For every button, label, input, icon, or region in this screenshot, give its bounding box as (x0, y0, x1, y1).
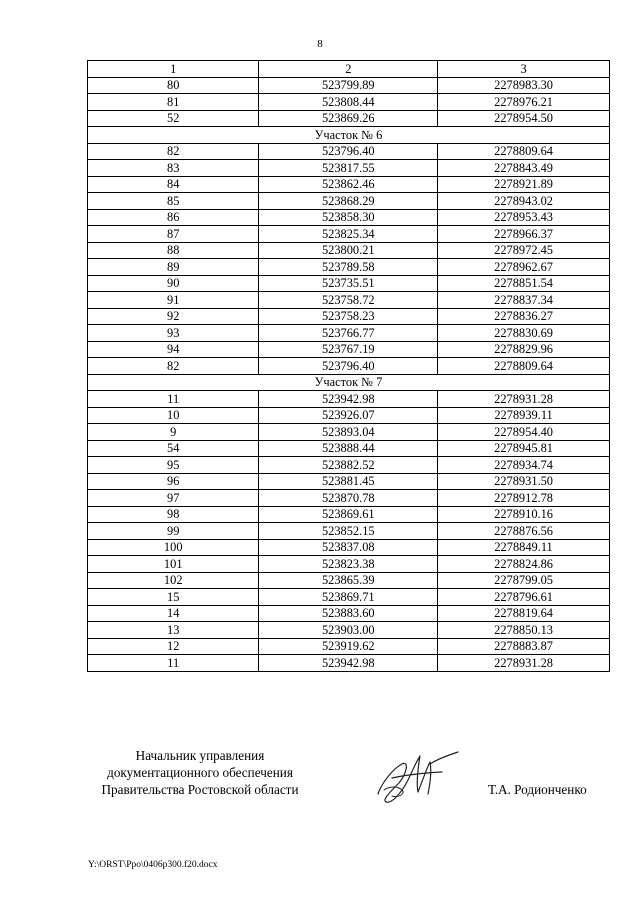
x-coordinate-cell: 523883.60 (259, 605, 438, 622)
page-number: 8 (317, 38, 323, 50)
x-coordinate-cell: 523808.44 (259, 94, 438, 111)
x-coordinate-cell: 523893.04 (259, 424, 438, 441)
point-number-cell: 81 (88, 94, 259, 111)
x-coordinate-cell: 523735.51 (259, 275, 438, 292)
section-title: Участок № 6 (88, 127, 610, 144)
y-coordinate-cell: 2278836.27 (438, 308, 610, 325)
y-coordinate-cell: 2278799.05 (438, 572, 610, 589)
table-row (88, 275, 610, 292)
table-row (88, 605, 610, 622)
y-coordinate-cell: 2278843.49 (438, 160, 610, 177)
point-number-cell: 89 (88, 259, 259, 276)
point-number-cell: 96 (88, 473, 259, 490)
coordinates-table-body (88, 61, 610, 672)
table-row (88, 193, 610, 210)
point-number-cell: 13 (88, 622, 259, 639)
y-coordinate-cell: 2278972.45 (438, 242, 610, 259)
table-header-row (88, 61, 610, 78)
x-coordinate-cell: 523837.08 (259, 539, 438, 556)
table-row (88, 440, 610, 457)
y-coordinate-cell: 2278931.50 (438, 473, 610, 490)
table-row (88, 490, 610, 507)
y-coordinate-cell: 2278966.37 (438, 226, 610, 243)
x-coordinate-cell: 523869.26 (259, 110, 438, 127)
point-number-cell: 84 (88, 176, 259, 193)
table-row (88, 77, 610, 94)
table-row (88, 143, 610, 160)
x-coordinate-cell: 523888.44 (259, 440, 438, 457)
x-coordinate-cell: 523800.21 (259, 242, 438, 259)
y-coordinate-cell: 2278983.30 (438, 77, 610, 94)
x-coordinate-cell: 523796.40 (259, 143, 438, 160)
y-coordinate-cell: 2278883.87 (438, 638, 610, 655)
table-row (88, 160, 610, 177)
y-coordinate-cell: 2278849.11 (438, 539, 610, 556)
x-coordinate-cell: 523865.39 (259, 572, 438, 589)
x-coordinate-cell: 523868.29 (259, 193, 438, 210)
table-row (88, 259, 610, 276)
y-coordinate-cell: 2278976.21 (438, 94, 610, 111)
table-row (88, 655, 610, 672)
signatory-name: Т.А. Родионченко (488, 782, 587, 797)
table-row (88, 226, 610, 243)
position-line: Правительства Ростовской области (101, 782, 299, 797)
point-number-cell: 9 (88, 424, 259, 441)
point-number-cell: 101 (88, 556, 259, 573)
y-coordinate-cell: 2278829.96 (438, 341, 610, 358)
point-number-cell: 82 (88, 358, 259, 375)
table-row (88, 358, 610, 375)
x-coordinate-cell: 523767.19 (259, 341, 438, 358)
x-coordinate-cell: 523858.30 (259, 209, 438, 226)
position-line: документационного обеспечения (107, 765, 293, 780)
table-row (88, 539, 610, 556)
table-row (88, 341, 610, 358)
y-coordinate-cell: 2278931.28 (438, 391, 610, 408)
x-coordinate-cell: 523817.55 (259, 160, 438, 177)
point-number-cell: 88 (88, 242, 259, 259)
point-number-cell: 15 (88, 589, 259, 606)
y-coordinate-cell: 2278912.78 (438, 490, 610, 507)
x-coordinate-cell: 523869.71 (259, 589, 438, 606)
point-number-cell: 80 (88, 77, 259, 94)
x-coordinate-cell: 523942.98 (259, 391, 438, 408)
point-number-cell: 102 (88, 572, 259, 589)
table-row (88, 556, 610, 573)
table-row (88, 506, 610, 523)
table-row (88, 638, 610, 655)
table-row (88, 391, 610, 408)
handwritten-signature (372, 742, 464, 808)
table-row (88, 110, 610, 127)
file-path: Y:\ORST\Ppo\0406p300.f20.docx (88, 860, 218, 870)
point-number-cell: 98 (88, 506, 259, 523)
y-coordinate-cell: 2278921.89 (438, 176, 610, 193)
y-coordinate-cell: 2278824.86 (438, 556, 610, 573)
y-coordinate-cell: 2278850.13 (438, 622, 610, 639)
point-number-cell: 52 (88, 110, 259, 127)
table-row (88, 622, 610, 639)
x-coordinate-cell: 523852.15 (259, 523, 438, 540)
x-coordinate-cell: 523825.34 (259, 226, 438, 243)
point-number-cell: 94 (88, 341, 259, 358)
y-coordinate-cell: 2278939.11 (438, 407, 610, 424)
point-number-cell: 83 (88, 160, 259, 177)
point-number-cell: 14 (88, 605, 259, 622)
table-row (88, 473, 610, 490)
point-number-cell: 92 (88, 308, 259, 325)
point-number-cell: 86 (88, 209, 259, 226)
table-row (88, 572, 610, 589)
y-coordinate-cell: 2278876.56 (438, 523, 610, 540)
x-coordinate-cell: 523903.00 (259, 622, 438, 639)
table-row (88, 94, 610, 111)
y-coordinate-cell: 2278962.67 (438, 259, 610, 276)
coordinates-table (87, 60, 610, 672)
table-row (88, 242, 610, 259)
column-header-3: 3 (438, 61, 610, 78)
x-coordinate-cell: 523823.38 (259, 556, 438, 573)
table-row (88, 457, 610, 474)
table-row (88, 424, 610, 441)
point-number-cell: 100 (88, 539, 259, 556)
x-coordinate-cell: 523758.23 (259, 308, 438, 325)
y-coordinate-cell: 2278954.40 (438, 424, 610, 441)
y-coordinate-cell: 2278931.28 (438, 655, 610, 672)
table-row (88, 209, 610, 226)
x-coordinate-cell: 523862.46 (259, 176, 438, 193)
y-coordinate-cell: 2278809.64 (438, 358, 610, 375)
y-coordinate-cell: 2278830.69 (438, 325, 610, 342)
y-coordinate-cell: 2278796.61 (438, 589, 610, 606)
point-number-cell: 54 (88, 440, 259, 457)
point-number-cell: 11 (88, 391, 259, 408)
y-coordinate-cell: 2278851.54 (438, 275, 610, 292)
y-coordinate-cell: 2278943.02 (438, 193, 610, 210)
point-number-cell: 97 (88, 490, 259, 507)
point-number-cell: 95 (88, 457, 259, 474)
point-number-cell: 99 (88, 523, 259, 540)
point-number-cell: 10 (88, 407, 259, 424)
column-header-1: 1 (88, 61, 259, 78)
x-coordinate-cell: 523942.98 (259, 655, 438, 672)
y-coordinate-cell: 2278945.81 (438, 440, 610, 457)
x-coordinate-cell: 523758.72 (259, 292, 438, 309)
section-row (88, 127, 610, 144)
x-coordinate-cell: 523919.62 (259, 638, 438, 655)
table-row (88, 589, 610, 606)
point-number-cell: 12 (88, 638, 259, 655)
point-number-cell: 85 (88, 193, 259, 210)
x-coordinate-cell: 523799.89 (259, 77, 438, 94)
table-row (88, 407, 610, 424)
point-number-cell: 93 (88, 325, 259, 342)
y-coordinate-cell: 2278934.74 (438, 457, 610, 474)
point-number-cell: 11 (88, 655, 259, 672)
x-coordinate-cell: 523869.61 (259, 506, 438, 523)
point-number-cell: 87 (88, 226, 259, 243)
y-coordinate-cell: 2278953.43 (438, 209, 610, 226)
point-number-cell: 82 (88, 143, 259, 160)
section-title: Участок № 7 (88, 374, 610, 391)
table-row (88, 523, 610, 540)
x-coordinate-cell: 523882.52 (259, 457, 438, 474)
y-coordinate-cell: 2278954.50 (438, 110, 610, 127)
x-coordinate-cell: 523796.40 (259, 358, 438, 375)
table-row (88, 325, 610, 342)
x-coordinate-cell: 523870.78 (259, 490, 438, 507)
y-coordinate-cell: 2278819.64 (438, 605, 610, 622)
point-number-cell: 90 (88, 275, 259, 292)
y-coordinate-cell: 2278809.64 (438, 143, 610, 160)
table-row (88, 176, 610, 193)
position-line: Начальник управления (135, 748, 265, 763)
signatory-position (60, 747, 340, 798)
x-coordinate-cell: 523926.07 (259, 407, 438, 424)
column-header-2: 2 (259, 61, 438, 78)
y-coordinate-cell: 2278910.16 (438, 506, 610, 523)
section-row (88, 374, 610, 391)
table-row (88, 292, 610, 309)
table-row (88, 308, 610, 325)
x-coordinate-cell: 523881.45 (259, 473, 438, 490)
point-number-cell: 91 (88, 292, 259, 309)
y-coordinate-cell: 2278837.34 (438, 292, 610, 309)
x-coordinate-cell: 523766.77 (259, 325, 438, 342)
x-coordinate-cell: 523789.58 (259, 259, 438, 276)
